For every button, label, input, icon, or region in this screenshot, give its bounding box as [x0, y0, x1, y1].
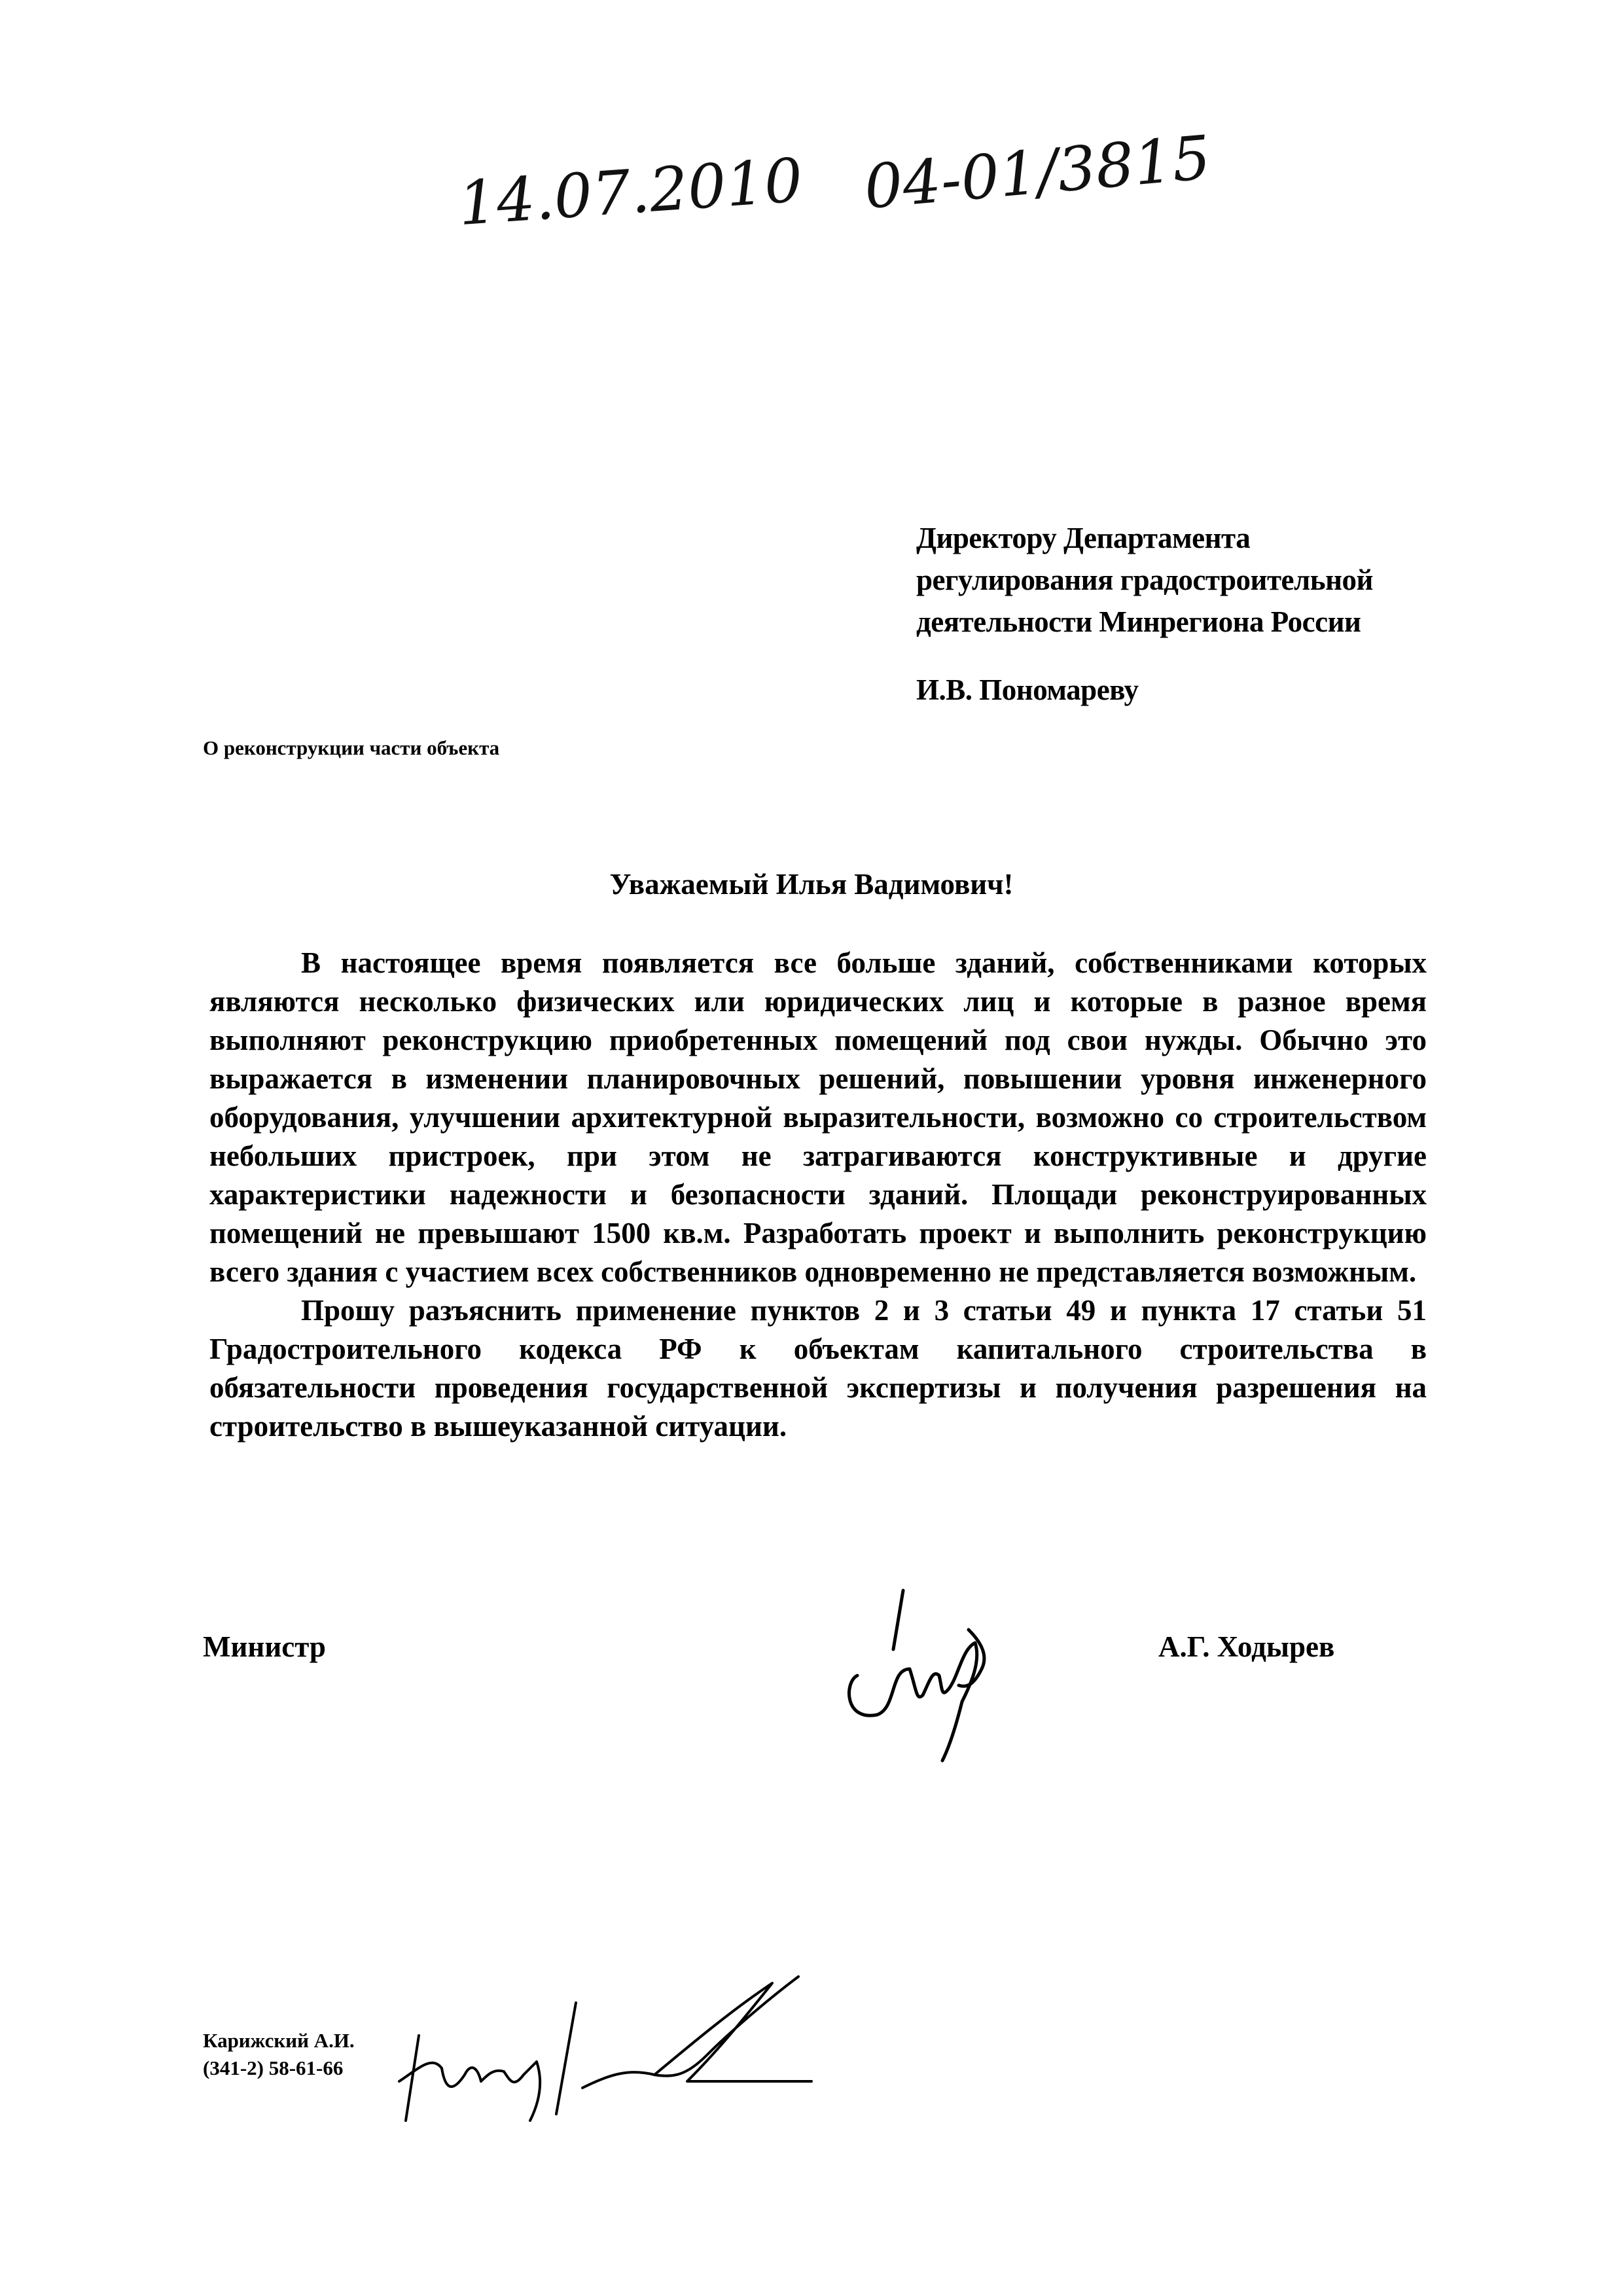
addressee-name: И.В. Пономареву [916, 673, 1139, 706]
signatory-position: Министр [203, 1630, 326, 1663]
addressee-block [916, 517, 1373, 711]
addressee-line-3: деятельности Минрегиона России [916, 605, 1361, 638]
body-paragraph-2: Прошу разъяснить применение пунктов 2 и 3 статьи 49 и пункта 17 статьи 51 Градостроительного кодекса РФ к объектам капитального строительства в обязательности проведения государственной экспертизы и получения разрешения на строительство в вышеуказанной ситуации. [209, 1294, 1427, 1443]
signatory-name: А.Г. Ходырев [1158, 1630, 1335, 1663]
addressee-line-2: регулирования градостроительной [916, 564, 1373, 596]
executor-phone: (341-2) 58-61-66 [203, 2056, 344, 2079]
minister-signature [818, 1571, 1027, 1767]
addressee-line-1: Директору Департамента [916, 522, 1251, 554]
handwritten-date: 14.07.2010 [455, 145, 805, 240]
letter-subject: О реконструкции части объекта [203, 736, 500, 759]
letter-greeting: Уважаемый Илья Вадимович! [609, 868, 1014, 901]
executor-name: Карижский А.И. [203, 2029, 355, 2052]
handwritten-registration-number: 04-01/3815 [861, 122, 1214, 223]
executor-contact [203, 2027, 355, 2082]
letter-body [209, 944, 1427, 1446]
body-paragraph-1: В настоящее время появляется все больше зданий, собственниками которых являются несколько физических или юридических лиц и которые в разное время выполняют реконструкцию приобретенных помещений под свои нужды. Обычно это выражается в изменении планировочных решений, повышении уровня инженерного оборудования, улучшении архитектурной выразительности, возможно со строительством небольших пристроек, при этом не затрагиваются конструктивные и другие характеристики надежности и безопасности зданий. Площади реконструированных помещений не превышают 1500 кв.м. Разработать проект и выполнить реконструкцию всего здания с участием всех собственников одновременно не представляется возможным. [209, 946, 1427, 1288]
executor-signature [380, 1957, 825, 2127]
